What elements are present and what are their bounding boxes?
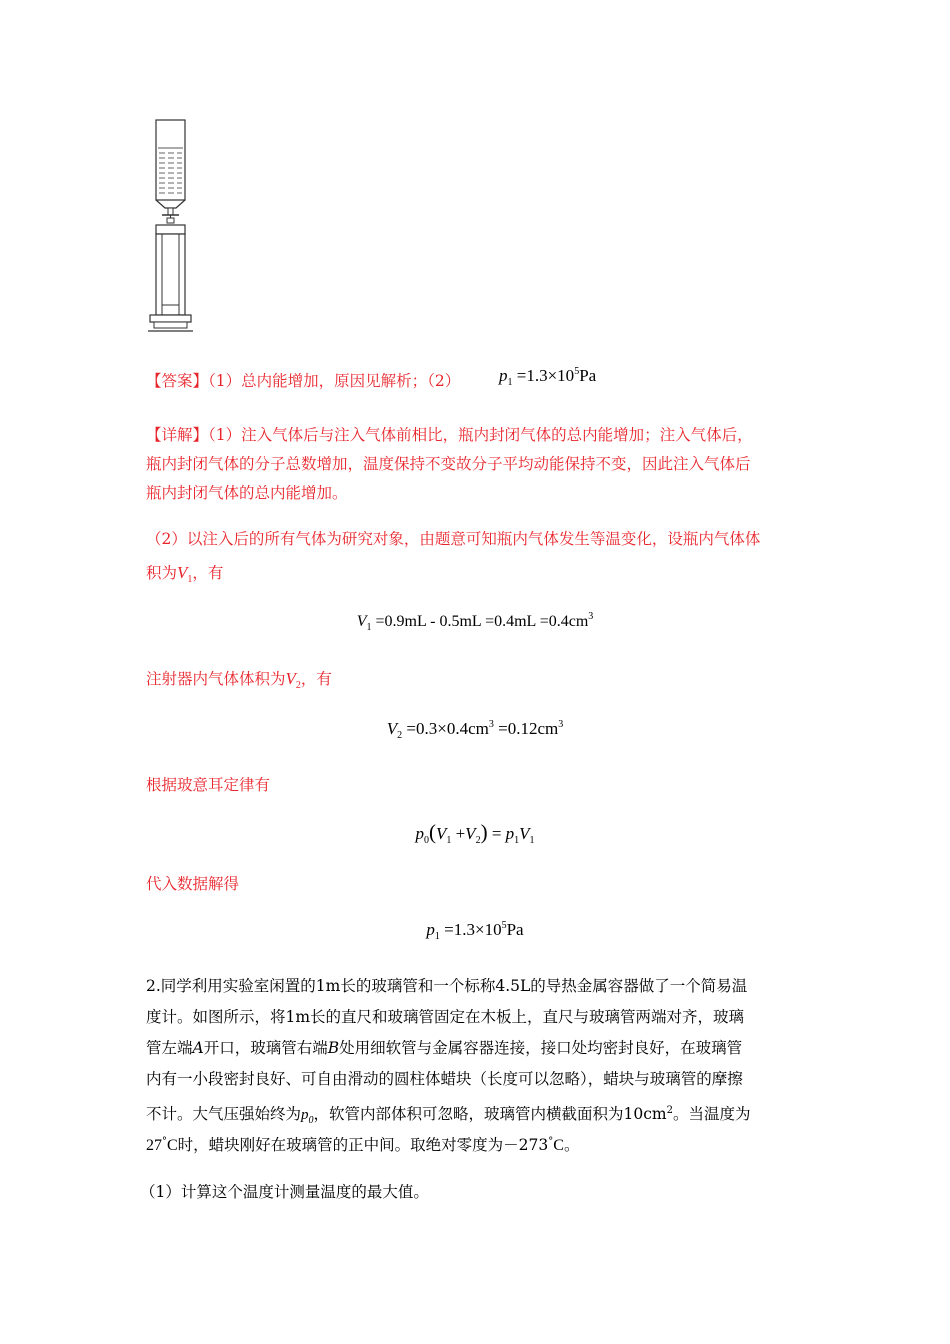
answer-line [146,367,460,396]
detail-line-3: 瓶内封闭气体的总内能增加。 [146,484,348,502]
answer-text: （1）总内能增加，原因见解析；（2） [208,372,461,390]
question2-line-6: 27°C时，蜡块刚好在玻璃管的正中间。取绝对零度为－273°C。 [146,1136,580,1155]
question2-line-4: 内有一小段密封良好、可自由滑动的圆柱体蜡块（长度可以忽略），蜡块与玻璃管的摩擦 [146,1070,743,1088]
syringe-base [154,322,187,328]
syringe-flange [150,315,191,322]
question2-line-2: 度计。如图所示，将1m长的直尺和玻璃管固定在木板上，直尺与玻璃管两端对齐，玻璃 [146,1008,745,1026]
part2-line-1: （2）以注入后的所有气体为研究对象，由题意可知瓶内气体发生等温变化，设瓶内气体体 [146,530,761,548]
detail-label: 【详解】 [146,426,209,444]
answer-formula: $p_1 =1.3\times 10^5Pa$ [499,366,597,388]
syringe-volume-line: 注射器内气体体积为$V_2$，有 [146,669,332,691]
question2-subquestion-1: （1）计算这个温度计测量温度的最大值。 [140,1183,429,1201]
apparatus-diagram [145,115,205,340]
question2-line-1: 2.同学利用实验室闲置的1m长的玻璃管和一个标称4.5L的导热金属容器做了一个简易温 [146,977,748,995]
detail-line-1: 【详解】（1）注入气体后与注入气体前相比，瓶内封闭气体的总内能增加；注入气体后， [146,426,753,444]
answer-label: 【答案】 [146,372,209,390]
syringe-tip [156,225,185,234]
detail-line-2: 瓶内封闭气体的分子总数增加，温度保持不变故分子平均动能保持不变，因此注入气体后 [146,455,751,473]
syringe-barrel [156,234,185,315]
equation-boyle: $p_0(V_1 +V_2) = p_1V_1$ [415,820,535,846]
equation-result: $p_1 =1.3\times 10^5Pa$ [426,920,524,942]
equation-v2: $V_2 =0.3\times 0.4cm^3 =0.12cm^3$ [386,719,564,741]
boyle-law-line: 根据玻意耳定律有 [146,776,271,794]
equation-v1: $V_1 =0.9mL - 0.5mL =0.4mL =0.4cm^3$ [356,611,594,633]
connector [168,208,173,215]
question2-line-5: 不计。大气压强始终为$p_0$，软管内部体积可忽略，玻璃管内横截面积为$10cm^2$。当温度为 [146,1105,751,1127]
question2-line-3: 管左端A开口，玻璃管右端B处用细软管与金属容器连接，接口处均密封良好，在玻璃管 [146,1039,743,1057]
substitute-line: 代入数据解得 [146,875,240,893]
bottle-liquid [158,148,183,193]
part2-line-2: 积为$V_1$，有 [146,563,224,585]
needle-hub [167,218,174,223]
